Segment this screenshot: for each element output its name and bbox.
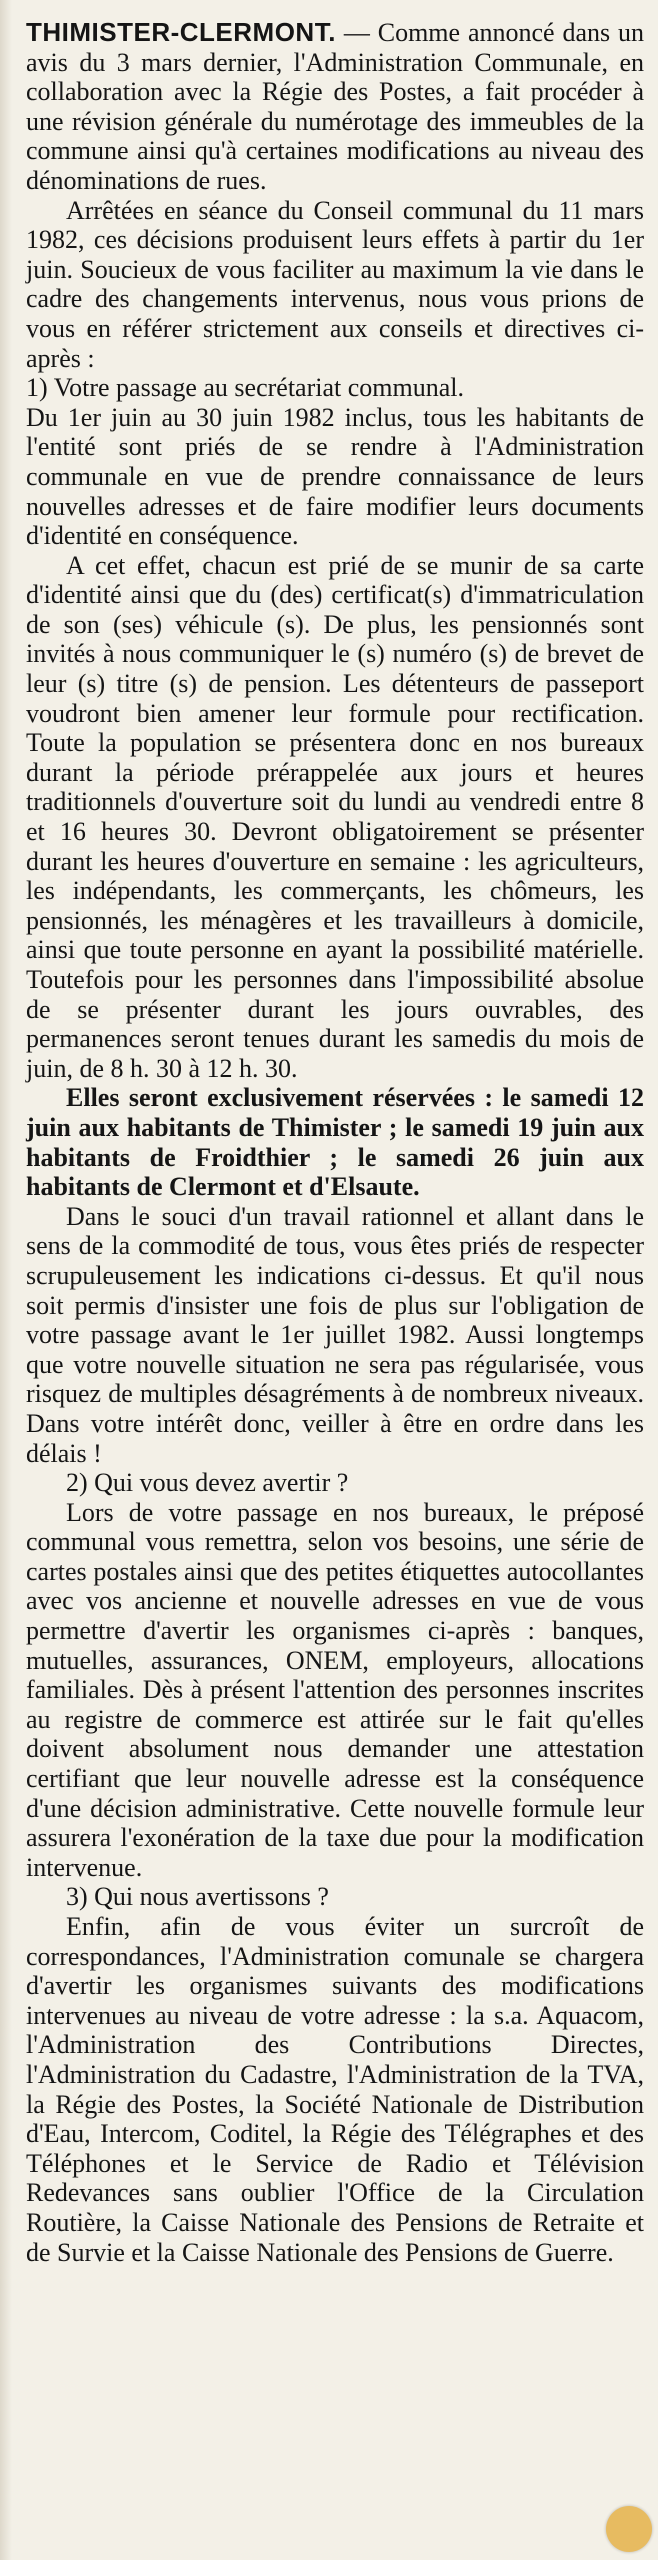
section-3-paragraph: Enfin, afin de vous éviter un surcroît de correspondances, l'Administration comunale se chargera d'avertir les organismes suivants des modifications intervenues au niveau de votre adresse : la s.a. Aquacom, l'Administration des Contributions Directes, l'Administration du Cadastre, l'Administration de la TVA, la Régie des Postes, la Société Nationale de Distribution d'Eau, Intercom, Coditel, la Régie des Télégraphes et des Téléphones et le Service de Radio et Télévision Redevances sans oublier l'Office de la Circulation Routière, la Caisse Nationale des Pensions de Retraite et de Survie et la Caisse Nationale des Pensions de Guerre. <box>26 1912 644 2267</box>
section-1-saturdays-paragraph: Elles seront exclusivement réservées : le samedi 12 juin aux habitants de Thimister ; le samedi 19 juin aux habitants de Froidthier ; le samedi 26 juin aux habitants de Clermont et d'Elsaute. <box>26 1083 644 1202</box>
section-2-paragraph: Lors de votre passage en nos bureaux, le préposé communal vous remettra, selon vos besoins, une série de cartes postales ainsi que des petites étiquettes autocollantes avec vos ancienne et nouvelle adresses en vue de vous permettre d'avertir les organismes ci-après : banques, mutuelles, assurances, ONEM, employeurs, allocations familiales. Dès à présent l'attention des personnes inscrites au registre de commerce est attirée sur le fait qu'elles doivent absolument nous demander une attestation certifiant que leur nouvelle adresse est la conséquence d'une décision administrative. Cette nouvelle formule leur assurera l'exonération de la taxe due pour la modification intervenue. <box>26 1497 644 1882</box>
section-1-dates-paragraph: Du 1er juin au 30 juin 1982 inclus, tous les habitants de l'entité sont priés de se rendre à l'Administration communale en vue de prendre connaissance de leurs nouvelles adresses et de faire modifier leurs documents d'identité en conséquence. <box>26 402 644 551</box>
section-1-title: 1) Votre passage au secrétariat communal. <box>26 373 464 403</box>
section-3-title: 3) Qui nous avertissons ? <box>66 1882 329 1912</box>
section-1-documents-paragraph: A cet effet, chacun est prié de se munir de sa carte d'identité ainsi que du (des) certificat(s) d'immatriculation de son (ses) véhicule (s). De plus, les pensionnés sont invités à nous communiquer le (s) numéro (s) de brevet de leur (s) titre (s) de pension. Les détenteurs de passeport voudront bien amener leur formule pour rectification. Toute la population se présentera donc en nos bureaux durant la période prérappelée aux jours et heures traditionnels d'ouverture soit du lundi au vendredi entre 8 et 16 heures 30. Devront obligatoirement se présenter durant les heures d'ouverture en semaine : les agriculteurs, les indépendants, les commerçants, les chômeurs, les pensionnés, les ménagères et les travailleurs à domicile, ainsi que toute personne en ayant la possibilité matérielle. Toutefois pour les personnes dans l'impossibilité absolue de se présenter durant les jours ouvrables, des permanences seront tenues durant les samedis du mois de juin, de 8 h. 30 à 12 h. 30. <box>26 550 644 1083</box>
decision-paragraph: Arrêtées en séance du Conseil communal du 11 mars 1982, ces décisions produisent leurs effets à partir du 1er juin. Soucieux de vous faciliter au maximum la vie dans le cadre des changements intervenus, nous vous prions de vous en référer strictement aux conseils et directives ci-après : <box>26 195 644 373</box>
intro-text: — Comme annoncé dans un avis du 3 mars dernier, l'Administration Communale, en collaboration avec la Régie des Postes, a fait procéder à une révision générale du numérotage des immeubles de la commune ainsi qu'à certaines modifications au niveau des dénominations de rues. <box>26 18 645 195</box>
stamp-mark-icon <box>606 2506 652 2552</box>
article-headline: THIMISTER-CLERMONT. <box>26 17 336 47</box>
intro-paragraph <box>26 18 644 196</box>
section-1-obligation-paragraph: Dans le souci d'un travail rationnel et allant dans le sens de la commodité de tous, vous êtes priés de respecter scrupuleusement les indications ci-dessus. Et qu'il nous soit permis d'insister une fois de plus sur l'obligation de votre passage avant le 1er juillet 1982. Aussi longtemps que votre nouvelle situation ne sera pas régularisée, vous risquez de multiples désagréments à de nombreux niveaux. Dans votre intérêt donc, veiller à être en ordre dans les délais ! <box>26 1201 644 1468</box>
paper-edge-shadow <box>0 0 12 2560</box>
section-2-title: 2) Qui vous devez avertir ? <box>66 1468 349 1498</box>
